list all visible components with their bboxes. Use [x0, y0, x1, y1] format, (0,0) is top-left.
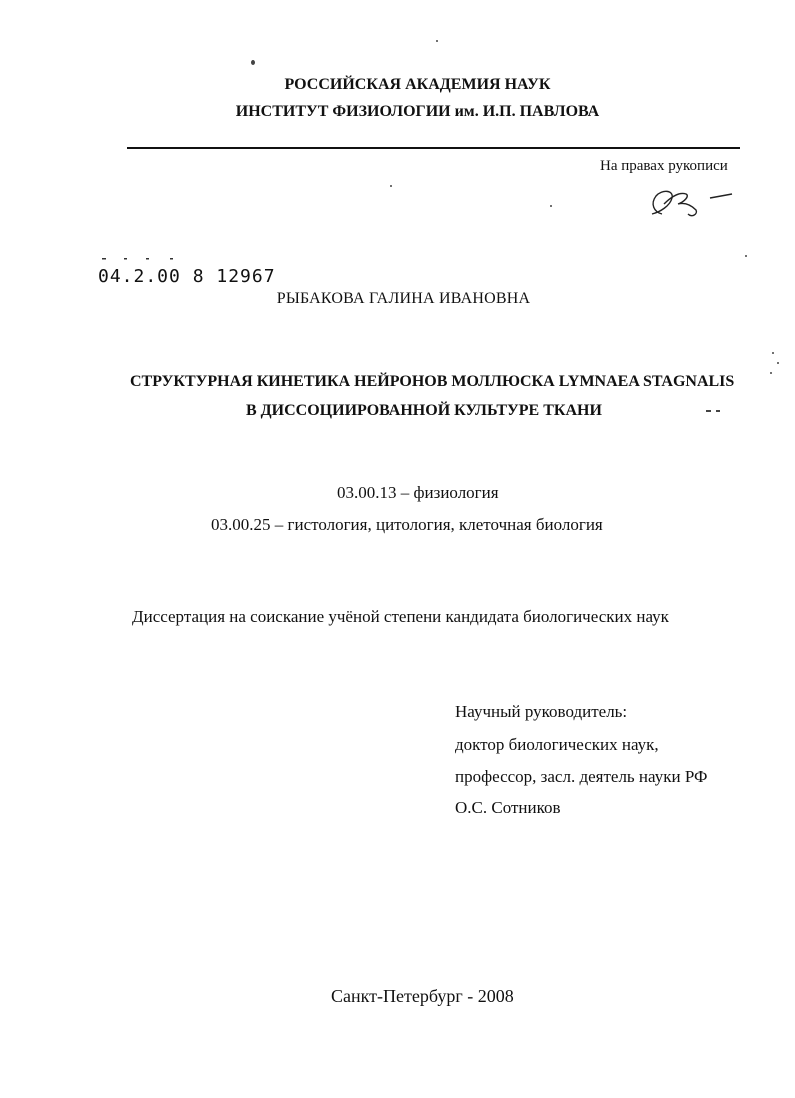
city-year: Санкт-Петербург - 2008: [331, 986, 514, 1006]
scan-speck: [706, 410, 711, 412]
organization-name: РОССИЙСКАЯ АКАДЕМИЯ НАУК: [284, 76, 551, 93]
supervisor-degree: доктор биологических наук,: [455, 735, 659, 754]
scan-speck: [716, 410, 720, 412]
supervisor-label: Научный руководитель:: [455, 702, 628, 721]
supervisor-name: О.С. Сотников: [455, 798, 561, 817]
specialty-code-1: 03.00.13 – физиология: [337, 483, 499, 502]
dissertation-note: Диссертация на соискание учёной степени кандидата биологических наук: [132, 607, 669, 626]
scan-speck: [745, 255, 747, 257]
scan-speck: [550, 205, 552, 207]
catalog-number: 04.2.00 8 12967: [98, 266, 276, 287]
header-divider: [127, 147, 740, 149]
scan-speck: [251, 60, 255, 65]
supervisor-title: профессор, засл. деятель науки РФ: [455, 767, 708, 786]
author-name: РЫБАКОВА ГАЛИНА ИВАНОВНА: [276, 290, 531, 307]
scan-speck: [770, 372, 772, 374]
thesis-title-line-1: СТРУКТУРНАЯ КИНЕТИКА НЕЙРОНОВ МОЛЛЮСКА LYMNAEA STAGNALIS: [130, 373, 735, 390]
manuscript-note: На правах рукописи: [600, 158, 728, 174]
scan-speck: [436, 40, 438, 42]
thesis-title-line-2: В ДИССОЦИИРОВАННОЙ КУЛЬТУРЕ ТКАНИ: [246, 402, 602, 419]
catalog-dots-decoration: [100, 255, 190, 263]
signature-icon: [640, 184, 740, 224]
specialty-code-2: 03.00.25 – гистология, цитология, клеточная биология: [211, 515, 603, 534]
scan-speck: [390, 185, 392, 187]
scan-speck: [777, 362, 779, 364]
institute-name: ИНСТИТУТ ФИЗИОЛОГИИ им. И.П. ПАВЛОВА: [235, 103, 600, 120]
scan-speck: [772, 352, 774, 354]
